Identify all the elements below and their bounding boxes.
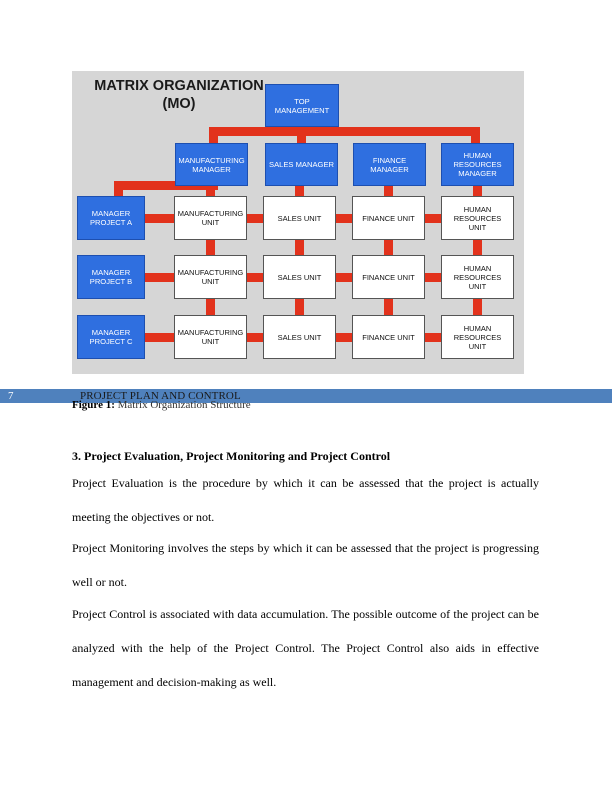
caption-text: Matrix Organization Structure bbox=[114, 399, 251, 411]
top-management-box: TOP MANAGEMENT bbox=[265, 84, 339, 127]
finance-unit-b: FINANCE UNIT bbox=[352, 255, 425, 299]
sales-unit-b: SALES UNIT bbox=[263, 255, 336, 299]
finance-unit-c: FINANCE UNIT bbox=[352, 315, 425, 359]
paragraph-control: Project Control is associated with data accumulation. The possible outcome of the project can be analyzed with the help of the Project Control. The Project Control also aids in effective management and decision-making as well. bbox=[72, 607, 539, 689]
manufacturing-unit-a: MANUFACTURING UNIT bbox=[174, 196, 247, 240]
hr-unit-c: HUMAN RESOURCES UNIT bbox=[441, 315, 514, 359]
hr-unit-b: HUMAN RESOURCES UNIT bbox=[441, 255, 514, 299]
manager-project-b-box: MANAGER PROJECT B bbox=[77, 255, 145, 299]
sales-manager-box: SALES MANAGER bbox=[265, 143, 338, 186]
manager-project-c-box: MANAGER PROJECT C bbox=[77, 315, 145, 359]
running-title: PROJECT PLAN AND CONTROL bbox=[80, 390, 241, 402]
sales-unit-a: SALES UNIT bbox=[263, 196, 336, 240]
manufacturing-unit-b: MANUFACTURING UNIT bbox=[174, 255, 247, 299]
diagram-title bbox=[84, 77, 274, 113]
hr-unit-a: HUMAN RESOURCES UNIT bbox=[441, 196, 514, 240]
manufacturing-manager-box: MANUFACTURING MANAGER bbox=[175, 143, 248, 186]
manufacturing-unit-c: MANUFACTURING UNIT bbox=[174, 315, 247, 359]
matrix-organization-diagram bbox=[72, 71, 524, 374]
page-number: 7 bbox=[8, 390, 14, 402]
manager-project-a-box: MANAGER PROJECT A bbox=[77, 196, 145, 240]
caption-label: Figure 1: bbox=[72, 399, 115, 411]
sales-unit-c: SALES UNIT bbox=[263, 315, 336, 359]
paragraph-evaluation: Project Evaluation is the procedure by which it can be assessed that the project is actually meeting the objectives or not. bbox=[72, 476, 539, 524]
diagram-title-line1: MATRIX ORGANIZATION bbox=[94, 78, 264, 94]
figure-caption bbox=[72, 398, 251, 412]
connector-top-horizontal bbox=[209, 127, 480, 136]
finance-manager-box: FINANCE MANAGER bbox=[353, 143, 426, 186]
diagram-title-line2: (MO) bbox=[162, 96, 196, 112]
paragraph-monitoring: Project Monitoring involves the steps by which it can be assessed that the project is progressing well or not. bbox=[72, 541, 539, 589]
hr-manager-box: HUMAN RESOURCES MANAGER bbox=[441, 143, 514, 186]
section-heading: 3. Project Evaluation, Project Monitoring and Project Control bbox=[72, 449, 391, 463]
finance-unit-a: FINANCE UNIT bbox=[352, 196, 425, 240]
